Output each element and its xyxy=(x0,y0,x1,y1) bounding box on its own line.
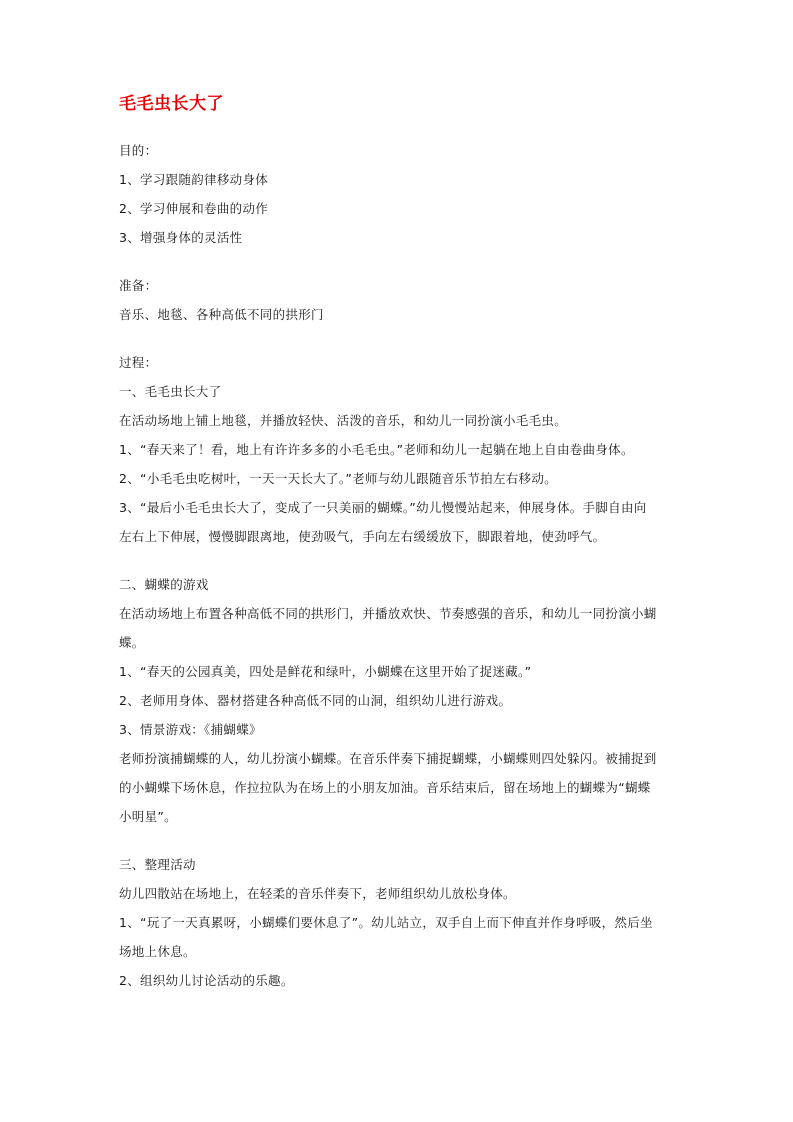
paragraph-line: 老师扮演捕蝴蝶的人，幼儿扮演小蝴蝶。在音乐伴奏下捕捉蝴蝶，小蝴蝶则四处躲闪。被捕捉到 xyxy=(119,751,657,766)
step-line-continued: 左右上下伸展，慢慢脚跟离地，使劲吸气，手向左右缓缓放下，脚跟着地，使劲呼气。 xyxy=(119,529,606,544)
paragraph-line-continued: 的小蝴蝶下场休息，作拉拉队为在场上的小朋友加油。音乐结束后，留在场地上的蝴蝶为“蝴蝶 xyxy=(119,780,651,795)
part-heading-3: 三、整理活动 xyxy=(119,857,196,872)
part-heading-1: 一、毛毛虫长大了 xyxy=(119,384,222,399)
section-heading-goals: 目的： xyxy=(119,143,158,158)
paragraph-line-continued: 蝶。 xyxy=(119,635,145,650)
step-line: 3、“最后小毛毛虫长大了，变成了一只美丽的蝴蝶。”幼儿慢慢站起来，伸展身体。手脚自由向 xyxy=(119,500,647,515)
paragraph-line: 幼儿四散站在场地上，在轻柔的音乐伴奏下，老师组织幼儿放松身体。 xyxy=(119,886,516,901)
paragraph-line: 在活动场地上铺上地毯，并播放轻快、活泼的音乐，和幼儿一同扮演小毛毛虫。 xyxy=(119,413,568,428)
page-title: 毛毛虫长大了 xyxy=(119,94,224,114)
step-line-continued: 场地上休息。 xyxy=(119,944,196,959)
step-line: 2、组织幼儿讨论活动的乐趣。 xyxy=(119,973,294,988)
step-line: 3、情景游戏：《捕蝴蝶》 xyxy=(119,722,262,737)
preparation-text: 音乐、地毯、各种高低不同的拱形门 xyxy=(119,307,324,322)
goal-item-3: 3、增强身体的灵活性 xyxy=(119,230,243,245)
section-heading-preparation: 准备： xyxy=(119,278,158,293)
step-line: 1、“春天的公园真美，四处是鲜花和绿叶，小蝴蝶在这里开始了捉迷藏。” xyxy=(119,664,532,679)
goal-item-2: 2、学习伸展和卷曲的动作 xyxy=(119,201,269,216)
step-line: 1、“玩了一天真累呀，小蝴蝶们要休息了”。幼儿站立，双手自上而下伸直并作身呼吸，然后坐 xyxy=(119,915,653,930)
section-heading-process: 过程： xyxy=(119,355,158,370)
step-line: 1、“春天来了！看，地上有许许多多的小毛毛虫。”老师和幼儿一起躺在地上自由卷曲身体。 xyxy=(119,442,634,457)
part-heading-2: 二、蝴蝶的游戏 xyxy=(119,577,209,592)
paragraph-line-continued: 小明星”。 xyxy=(119,809,177,824)
step-line: 2、“小毛毛虫吃树叶，一天一天长大了。”老师与幼儿跟随音乐节拍左右移动。 xyxy=(119,471,557,486)
step-line: 2、老师用身体、器材搭建各种高低不同的山洞，组织幼儿进行游戏。 xyxy=(119,693,512,708)
goal-item-1: 1、学习跟随韵律移动身体 xyxy=(119,172,269,187)
paragraph-line: 在活动场地上布置各种高低不同的拱形门，并播放欢快、节奏感强的音乐，和幼儿一同扮演小蝴 xyxy=(119,606,657,621)
